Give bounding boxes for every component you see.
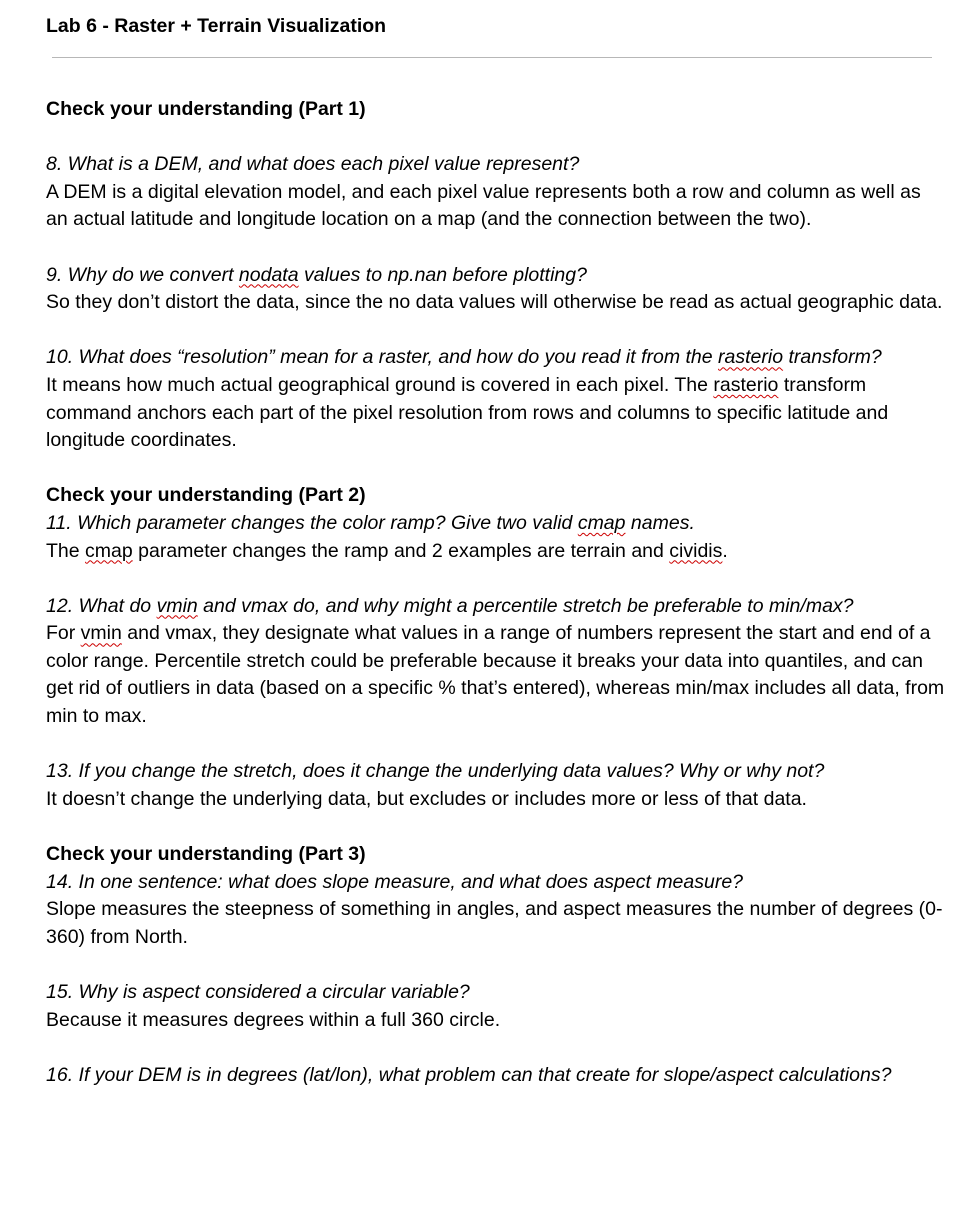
spellcheck-word: cmap (577, 511, 626, 534)
answer-14-text: Slope measures the steepness of something in angles, and aspect measures the number of degrees (0-360) from North. (46, 898, 943, 948)
answer-8-text: A DEM is a digital elevation model, and each pixel value represents both a row and column as well as an actual latitude and longitude location on a map (and the connection between the two). (46, 180, 921, 231)
part3-heading: Check your understanding (Part 3) (46, 843, 366, 866)
spellcheck-word: vmin (80, 622, 122, 645)
question-14-text: 14. In one sentence: what does slope measure, and what does aspect measure? (46, 870, 744, 893)
spellcheck-word: rasterio (718, 346, 784, 369)
question-9-text: 9. Why do we convert nodata values to np.nan before plotting? (46, 263, 587, 286)
part1-heading: Check your understanding (Part 1) (46, 98, 366, 120)
question-16-text: 16. If your DEM is in degrees (lat/lon), what problem can that create for slope/aspect calculations? (46, 1063, 892, 1086)
answer-11-text: The cmap parameter changes the ramp and 2 examples are terrain and cividis. (46, 539, 728, 562)
question-10 (46, 344, 946, 454)
question-13 (46, 758, 946, 813)
question-8-text: 8. What is a DEM, and what does each pixel value represent? (46, 153, 580, 176)
question-10-text: 10. What does “resolution” mean for a raster, and how do you read it from the rasterio transform? (46, 346, 882, 369)
spellcheck-word: cividis (669, 539, 723, 562)
question-13-text: 13. If you change the stretch, does it change the underlying data values? Why or why not? (46, 760, 825, 783)
answer-12-text: For vmin and vmax, they designate what values in a range of numbers represent the start and end of a color range. Percentile stretch could be preferable because it breaks your data into quantiles, and can get rid of outliers in data (based on a specific % that’s entered), whereas min/max includes all data, from min to max. (46, 622, 945, 728)
question-12-text: 12. What do vmin and vmax do, and why might a percentile stretch be preferable to min/max? (46, 594, 854, 617)
question-11-text: 11. Which parameter changes the color ramp? Give two valid cmap names. (46, 511, 695, 534)
answer-9-text: So they don’t distort the data, since the no data values will otherwise be read as actual geographic data. (46, 291, 943, 314)
question-8 (46, 151, 946, 234)
document-body (46, 96, 946, 1089)
question-15-text: 15. Why is aspect considered a circular variable? (46, 981, 470, 1003)
question-14 (46, 869, 946, 952)
spellcheck-word: cmap (85, 539, 133, 562)
spellcheck-word: vmin (156, 594, 198, 617)
answer-15-text: Because it measures degrees within a full 360 circle. (46, 1008, 501, 1031)
question-9 (46, 262, 946, 317)
answer-10-text: It means how much actual geographical ground is covered in each pixel. The rasterio transform command anchors each part of the pixel resolution from rows and columns to specific latitude and longitude coordinates. (46, 373, 889, 452)
question-16 (46, 1062, 946, 1090)
document-title: Lab 6 - Raster + Terrain Visualization (46, 15, 387, 37)
spellcheck-word: rasterio (713, 373, 779, 396)
part2-heading: Check your understanding (Part 2) (46, 484, 366, 507)
answer-13-text: It doesn’t change the underlying data, but excludes or includes more or less of that data. (46, 787, 807, 810)
title-divider (52, 57, 932, 58)
spellcheck-word: nodata (238, 263, 299, 286)
question-12 (46, 593, 946, 731)
question-15 (46, 979, 946, 1034)
question-11 (46, 510, 946, 565)
